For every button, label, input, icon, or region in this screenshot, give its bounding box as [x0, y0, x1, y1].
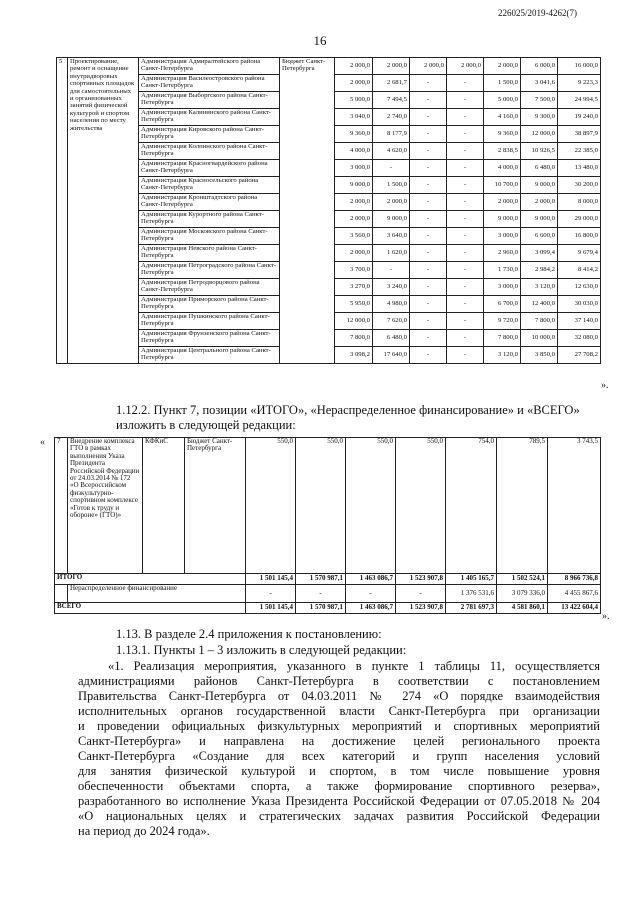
value-cell: 2 000,0	[335, 58, 373, 75]
table2-row-7	[55, 438, 601, 574]
value-cell: 16 800,0	[558, 228, 601, 245]
value-cell: -	[447, 245, 484, 262]
value-cell: 7 800,0	[484, 330, 521, 347]
value-cell: 550,0	[246, 438, 296, 574]
value-cell: 3 000,0	[484, 228, 521, 245]
value-cell: 1 463 086,7	[346, 603, 396, 614]
value-cell: -	[410, 279, 447, 296]
district-name: Администрация Колпинского района Санкт-Петербурга	[139, 143, 280, 160]
districts-table	[56, 57, 601, 364]
value-cell: -	[447, 296, 484, 313]
value-cell: -	[246, 585, 296, 603]
value-cell: 8 000,0	[558, 194, 601, 211]
value-cell: 38 897,9	[558, 126, 601, 143]
value-cell: 3 850,0	[521, 347, 558, 364]
activity-cell: Внедрение комплекса ГТО в рамках выполнения Указа Президента Российской Федерации от 24.03.2014 № 172 «О Всероссийском физкультурно-спортивном комплексе «Готов к труду и обороне» (ГТО)»	[68, 438, 143, 574]
value-cell: 2 000,0	[335, 211, 373, 228]
value-cell: 17 640,0	[373, 347, 410, 364]
district-name: Администрация Адмиралтейского района Санкт-Петербурга	[139, 58, 280, 75]
value-cell: 8 414,2	[558, 262, 601, 279]
totals-table	[54, 437, 601, 614]
value-cell: -	[373, 262, 410, 279]
value-cell: -	[410, 347, 447, 364]
source-cell: Бюджет Санкт-Петербурга	[185, 438, 246, 574]
value-cell: 1 502 524,1	[497, 574, 548, 585]
value-cell: -	[410, 177, 447, 194]
value-cell: 2 781 697,3	[446, 603, 497, 614]
value-cell: 2 960,0	[484, 245, 521, 262]
value-cell: -	[410, 211, 447, 228]
value-cell: 1 500,0	[373, 177, 410, 194]
value-cell: 10 700,0	[484, 177, 521, 194]
district-name: Администрация Пушкинского района Санкт-Петербурга	[139, 313, 280, 330]
value-cell: -	[447, 126, 484, 143]
value-cell: -	[447, 211, 484, 228]
value-cell: 19 240,0	[558, 109, 601, 126]
value-cell: 2 000,0	[335, 194, 373, 211]
value-cell: -	[447, 313, 484, 330]
value-cell: 37 140,0	[558, 313, 601, 330]
district-name: Администрация Курортного района Санкт-Петербурга	[139, 211, 280, 228]
district-name: Администрация Невского района Санкт-Петербурга	[139, 245, 280, 262]
table2-row-unallocated	[55, 585, 601, 603]
value-cell: 24 994,5	[558, 92, 601, 109]
value-cell: 2 740,0	[373, 109, 410, 126]
value-cell: 30 030,0	[558, 296, 601, 313]
value-cell: 3 041,6	[521, 75, 558, 92]
district-name: Администрация Калининского района Санкт-Петербурга	[139, 109, 280, 126]
value-cell: 5 000,0	[335, 92, 373, 109]
value-cell: 9 300,0	[521, 109, 558, 126]
executor-cell: КФКиС	[143, 438, 185, 574]
value-cell: -	[447, 194, 484, 211]
value-cell: 1 523 907,8	[396, 574, 446, 585]
value-cell: 1 730,0	[484, 262, 521, 279]
paragraph-quote	[78, 659, 600, 839]
value-cell: 10 000,0	[521, 330, 558, 347]
value-cell: 2 000,0	[521, 194, 558, 211]
value-cell: -	[410, 313, 447, 330]
quote-line: Санкт-Петербурга «Создание для всех категорий и групп населения условий	[78, 749, 600, 763]
value-cell: 3 120,0	[521, 279, 558, 296]
value-cell: 6 480,0	[521, 160, 558, 177]
value-cell: -	[447, 330, 484, 347]
quote-line: Санкт-Петербурга» и направлена на достижение целей регионального проекта	[78, 734, 600, 748]
value-cell: 2 000,0	[373, 58, 410, 75]
value-cell: 30 200,0	[558, 177, 601, 194]
value-cell: 1 620,0	[373, 245, 410, 262]
value-cell: 8 966 736,8	[548, 574, 601, 585]
quote-line: «О национальных целях и стратегических задачах развития Российской Федерации	[78, 809, 600, 823]
value-cell: -	[447, 228, 484, 245]
value-cell: 9 000,0	[484, 211, 521, 228]
value-cell: 12 400,0	[521, 296, 558, 313]
quote-line: разработанного во исполнение Указа Президента Российской Федерации от 07.05.2018 № 204	[78, 794, 600, 808]
value-cell: 2 000,0	[335, 75, 373, 92]
value-cell: 8 177,9	[373, 126, 410, 143]
value-cell: 5 000,0	[484, 92, 521, 109]
value-cell: 3 098,2	[335, 347, 373, 364]
value-cell: 9 720,0	[484, 313, 521, 330]
value-cell: 6 600,0	[521, 228, 558, 245]
value-cell: 7 620,0	[373, 313, 410, 330]
quote-line: «1. Реализация мероприятия, указанного в пункте 1 таблицы 11, осуществляется	[108, 659, 600, 673]
value-cell: -	[410, 296, 447, 313]
value-cell: 1 463 086,7	[346, 574, 396, 585]
itogo-label: ИТОГО	[55, 574, 246, 585]
value-cell: 13 480,0	[558, 160, 601, 177]
quote-line: Правительства Санкт-Петербурга от 04.03.2011 № 274 «О порядке взаимодействия	[78, 689, 600, 703]
value-cell: -	[447, 177, 484, 194]
district-name: Администрация Центрального района Санкт-Петербурга	[139, 347, 280, 364]
paragraph-1-13-1: 1.13.1. Пункты 1 – 3 изложить в следующей редакции:	[116, 643, 407, 657]
value-cell: 2 000,0	[373, 194, 410, 211]
value-cell: 9 360,0	[335, 126, 373, 143]
value-cell: -	[410, 109, 447, 126]
value-cell: -	[410, 143, 447, 160]
value-cell: 32 080,0	[558, 330, 601, 347]
value-cell: -	[447, 143, 484, 160]
value-cell: -	[410, 194, 447, 211]
value-cell: 2 984,2	[521, 262, 558, 279]
quote-open-2: «	[40, 437, 45, 448]
value-cell: 1 405 165,7	[446, 574, 497, 585]
district-name: Администрация Кронштадтского района Санкт-Петербурга	[139, 194, 280, 211]
value-cell: 12 630,0	[558, 279, 601, 296]
district-name: Администрация Петроградского района Санкт-Петербурга	[139, 262, 280, 279]
value-cell: 7 800,0	[335, 330, 373, 347]
district-name: Администрация Красносельского района Санкт-Петербурга	[139, 177, 280, 194]
row-number: 5	[57, 58, 68, 364]
value-cell: -	[396, 585, 446, 603]
value-cell: 2 000,0	[484, 194, 521, 211]
value-cell: 9 000,0	[335, 177, 373, 194]
district-name: Администрация Красногвардейского района Санкт-Петербурга	[139, 160, 280, 177]
value-cell: -	[447, 109, 484, 126]
district-name: Администрация Петродворцового района Санкт-Петербурга	[139, 279, 280, 296]
value-cell: 16 000,0	[558, 58, 601, 75]
value-cell: 4 160,0	[484, 109, 521, 126]
value-cell: 7 500,0	[521, 92, 558, 109]
value-cell: 3 079 336,0	[497, 585, 548, 603]
value-cell: 3 700,0	[335, 262, 373, 279]
value-cell: 6 700,0	[484, 296, 521, 313]
value-cell: 789,5	[497, 438, 548, 574]
value-cell: -	[410, 262, 447, 279]
value-cell: 2 681,7	[373, 75, 410, 92]
value-cell: 9 000,0	[521, 211, 558, 228]
value-cell: 6 000,0	[521, 58, 558, 75]
value-cell: 12 000,0	[521, 126, 558, 143]
source-cell: Бюджет Санкт-Петербурга	[280, 58, 335, 364]
value-cell: -	[410, 126, 447, 143]
value-cell: -	[410, 330, 447, 347]
value-cell: 9 223,3	[558, 75, 601, 92]
value-cell: 4 455 867,6	[548, 585, 601, 603]
value-cell: -	[447, 262, 484, 279]
value-cell: 3 240,0	[373, 279, 410, 296]
value-cell: 1 523 907,8	[396, 603, 446, 614]
value-cell: -	[410, 160, 447, 177]
value-cell: 754,0	[446, 438, 497, 574]
value-cell: 1 500,0	[484, 75, 521, 92]
row-number: 7	[55, 438, 68, 574]
quote-line: администрациями районов Санкт-Петербурга в соответствии с постановлением	[78, 674, 600, 688]
value-cell: 10 926,5	[521, 143, 558, 160]
value-cell: 6 480,0	[373, 330, 410, 347]
value-cell: 3 560,0	[335, 228, 373, 245]
quote-close-1: ».	[601, 380, 609, 391]
value-cell: 4 000,0	[335, 143, 373, 160]
district-name: Администрация Василеостровского района Санкт-Петербурга	[139, 75, 280, 92]
paragraph-1-13: 1.13. В разделе 2.4 приложения к постановлению:	[116, 627, 382, 641]
quote-line: исполнительных органов государственной власти Санкт-Петербурга при организации	[78, 704, 600, 718]
value-cell: 550,0	[346, 438, 396, 574]
value-cell: -	[410, 92, 447, 109]
value-cell: 3 270,0	[335, 279, 373, 296]
value-cell: 3 040,0	[335, 109, 373, 126]
value-cell: 4 000,0	[484, 160, 521, 177]
value-cell: 2 838,5	[484, 143, 521, 160]
district-name: Администрация Кировского района Санкт-Петербурга	[139, 126, 280, 143]
value-cell: 9 000,0	[373, 211, 410, 228]
value-cell: 3 000,0	[484, 279, 521, 296]
value-cell: 29 000,0	[558, 211, 601, 228]
district-row	[57, 58, 601, 75]
value-cell: 3 000,0	[335, 160, 373, 177]
value-cell: -	[447, 347, 484, 364]
value-cell: 9 679,4	[558, 245, 601, 262]
value-cell: 4 980,0	[373, 296, 410, 313]
value-cell: 2 000,0	[447, 58, 484, 75]
value-cell: 12 000,0	[335, 313, 373, 330]
table2-row-vsego	[55, 603, 601, 614]
value-cell: 9 000,0	[521, 177, 558, 194]
value-cell: 5 950,0	[335, 296, 373, 313]
value-cell: -	[447, 75, 484, 92]
table2-row-itogo	[55, 574, 601, 585]
value-cell: 1 501 145,4	[246, 574, 296, 585]
quote-line: обеспеченности объектами спорта, а также формирование спортивного резерва»,	[78, 779, 600, 793]
district-name: Администрация Фрунзенского района Санкт-Петербурга	[139, 330, 280, 347]
activity-cell: Проектирование, ремонт и оснащение внутридворовых спортивных площадок для самостоятельных и организованных занятий физической культурой и спортом населения по месту жительства	[68, 58, 139, 364]
value-cell: 2 000,0	[484, 58, 521, 75]
value-cell: 550,0	[396, 438, 446, 574]
value-cell: 3 743,5	[548, 438, 601, 574]
value-cell: 7 800,0	[521, 313, 558, 330]
value-cell: -	[346, 585, 396, 603]
value-cell: 1 570 987,1	[296, 574, 346, 585]
value-cell: -	[447, 92, 484, 109]
page-number: 16	[313, 33, 327, 48]
value-cell: 3 640,0	[373, 228, 410, 245]
value-cell: 9 360,0	[484, 126, 521, 143]
district-name: Администрация Приморского района Санкт-Петербурга	[139, 296, 280, 313]
district-name: Администрация Московского района Санкт-Петербурга	[139, 228, 280, 245]
unallocated-label: Нераспределенное финансирование	[68, 585, 246, 603]
value-cell: -	[410, 75, 447, 92]
value-cell: 1 570 987,1	[296, 603, 346, 614]
value-cell: 3 120,0	[484, 347, 521, 364]
quote-line: и проведении официальных физкультурных мероприятий и спортивных мероприятий	[78, 719, 600, 733]
value-cell: 2 000,0	[335, 245, 373, 262]
paragraph-1-12-2: 1.12.2. Пункт 7, позиции «ИТОГО», «Нераспределенное финансирование» и «ВСЕГО» изложить в следующей редакции:	[116, 403, 580, 432]
value-cell: 4 581 860,1	[497, 603, 548, 614]
value-cell: 7 494,5	[373, 92, 410, 109]
document-number: 226025/2019-4262(7)	[498, 8, 577, 18]
value-cell: -	[410, 228, 447, 245]
value-cell: 550,0	[296, 438, 346, 574]
value-cell: -	[447, 279, 484, 296]
value-cell: 1 501 145,4	[246, 603, 296, 614]
value-cell: 3 099,4	[521, 245, 558, 262]
district-name: Администрация Выборгского района Санкт-Петербурга	[139, 92, 280, 109]
value-cell: -	[410, 245, 447, 262]
value-cell: 22 385,0	[558, 143, 601, 160]
value-cell: 13 422 604,4	[548, 603, 601, 614]
value-cell: 2 000,0	[410, 58, 447, 75]
value-cell: 4 620,0	[373, 143, 410, 160]
quote-line: для занятия физической культурой и спортом, в том числе повышение уровня	[78, 764, 600, 778]
quote-line: на период до 2024 года».	[78, 824, 210, 838]
value-cell: -	[447, 160, 484, 177]
vsego-label: ВСЕГО	[55, 603, 246, 614]
value-cell: 27 708,2	[558, 347, 601, 364]
quote-close-2: ».	[602, 611, 610, 622]
value-cell: -	[373, 160, 410, 177]
value-cell: 1 376 531,6	[446, 585, 497, 603]
value-cell: -	[296, 585, 346, 603]
